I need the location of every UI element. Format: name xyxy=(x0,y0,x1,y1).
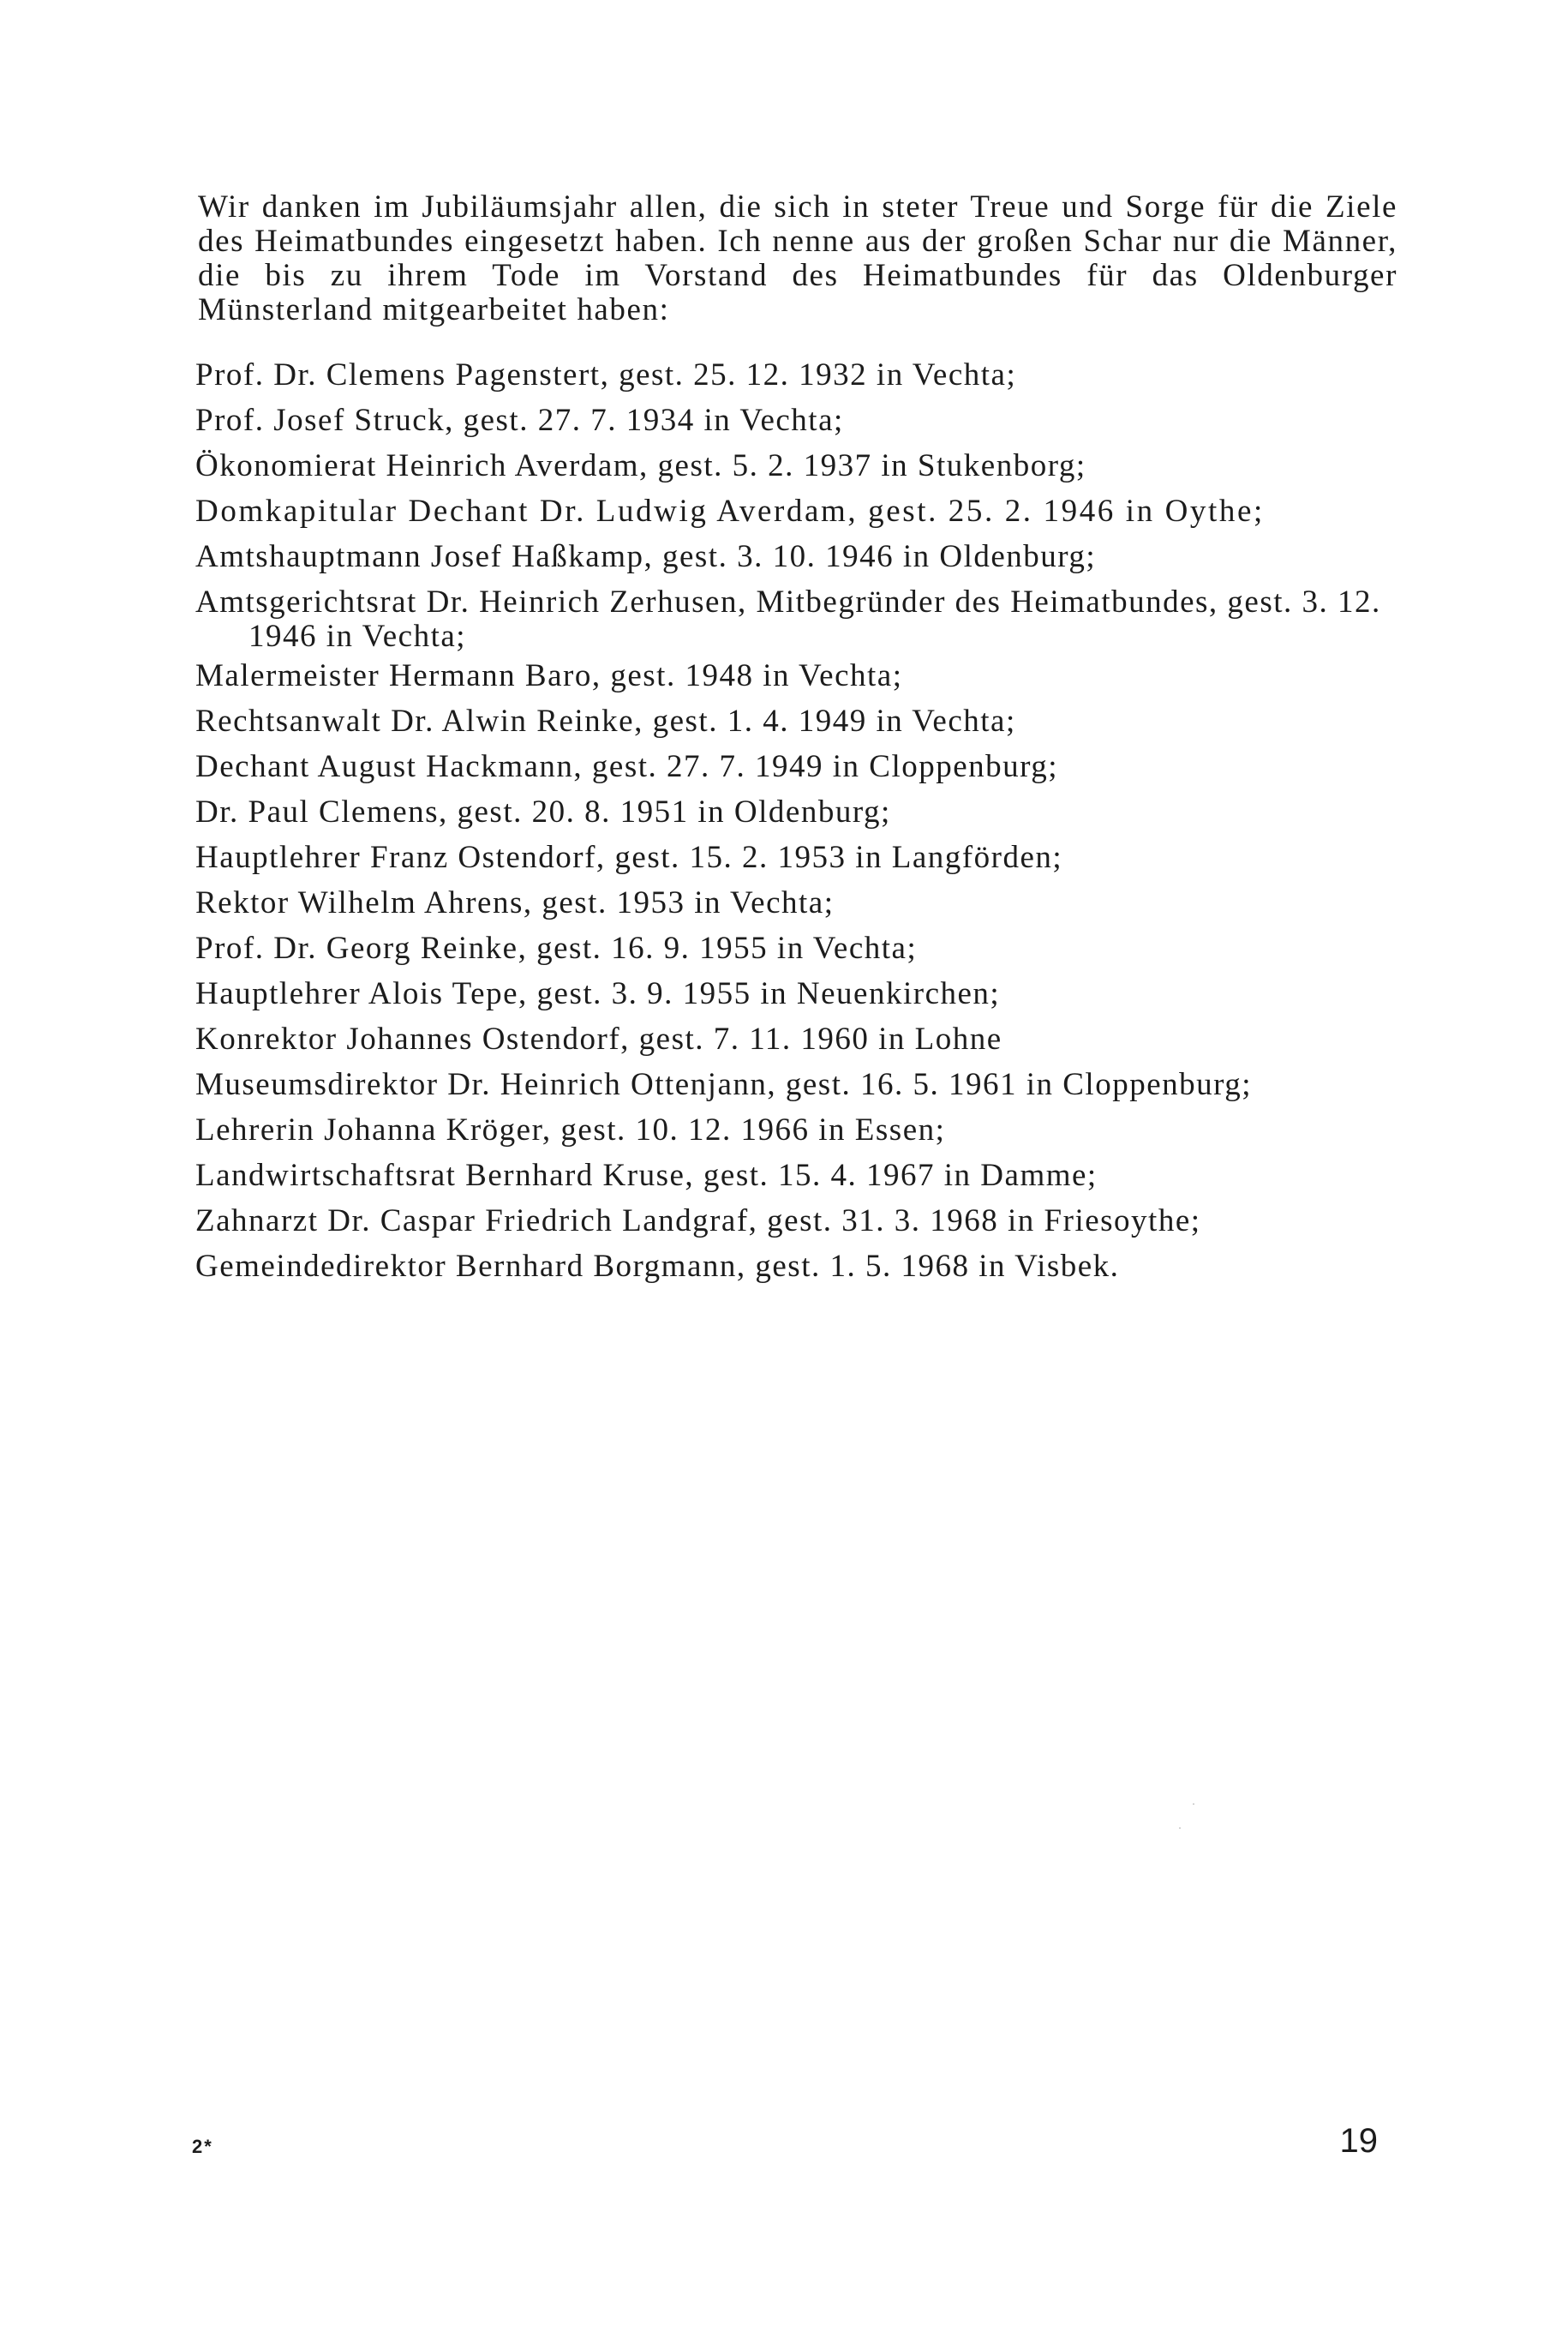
list-item: Museumsdirektor Dr. Heinrich Ottenjann, gest. 16. 5. 1961 in Cloppenburg; xyxy=(195,1067,1253,1102)
page-number: 19 xyxy=(1339,2122,1378,2160)
list-item: Lehrerin Johanna Kröger, gest. 10. 12. 1966 in Essen; xyxy=(195,1112,946,1148)
intro-paragraph: Wir danken im Jubiläumsjahr allen, die sich in steter Treue und Sorge für die Ziele des Heimatbundes eingesetzt haben. Ich nenne aus der großen Schar nur die Männer, die bis zu ihrem Tode im Vorstand des Heimatbundes für das Oldenburger Münsterland mitgearbeitet haben: xyxy=(198,189,1397,327)
list-item: Amtshauptmann Josef Haßkamp, gest. 3. 10. 1946 in Oldenburg; xyxy=(195,539,1097,574)
list-item: Ökonomierat Heinrich Averdam, gest. 5. 2. 1937 in Stukenborg; xyxy=(195,448,1086,483)
scan-speck xyxy=(1179,1827,1181,1829)
signature-mark: 2* xyxy=(192,2136,213,2157)
list-item: Prof. Josef Struck, gest. 27. 7. 1934 in Vechta; xyxy=(195,403,844,438)
list-item: Gemeindedirektor Bernhard Borgmann, gest. 1. 5. 1968 in Visbek. xyxy=(195,1249,1120,1284)
list-item: Zahnarzt Dr. Caspar Friedrich Landgraf, gest. 31. 3. 1968 in Friesoythe; xyxy=(195,1203,1201,1238)
list-item: Konrektor Johannes Ostendorf, gest. 7. 11. 1960 in Lohne xyxy=(195,1022,1002,1057)
list-item: Dechant August Hackmann, gest. 27. 7. 1949 in Cloppenburg; xyxy=(195,749,1059,784)
list-item: Hauptlehrer Franz Ostendorf, gest. 15. 2. 1953 in Langförden; xyxy=(195,840,1063,875)
list-item: Malermeister Hermann Baro, gest. 1948 in Vechta; xyxy=(195,658,903,693)
list-item: Rechtsanwalt Dr. Alwin Reinke, gest. 1. 4. 1949 in Vechta; xyxy=(195,704,1016,739)
list-item: Rektor Wilhelm Ahrens, gest. 1953 in Vechta; xyxy=(195,885,835,920)
list-item: Domkapitular Dechant Dr. Ludwig Averdam, gest. 25. 2. 1946 in Oythe; xyxy=(195,494,1265,529)
list-item: Prof. Dr. Georg Reinke, gest. 16. 9. 1955 in Vechta; xyxy=(195,931,918,966)
list-item: Prof. Dr. Clemens Pagenstert, gest. 25. 12. 1932 in Vechta; xyxy=(195,357,1017,393)
member-list xyxy=(195,358,1412,1295)
list-item: Dr. Paul Clemens, gest. 20. 8. 1951 in Oldenburg; xyxy=(195,794,891,830)
scan-speck xyxy=(1193,1803,1194,1805)
list-item: Hauptlehrer Alois Tepe, gest. 3. 9. 1955 in Neuenkirchen; xyxy=(195,976,1001,1011)
list-item: Amtsgerichtsrat Dr. Heinrich Zerhusen, Mitbegründer des Heimatbundes, gest. 3. 12. 1946 in Vechta; xyxy=(195,584,1381,654)
list-item: Landwirtschaftsrat Bernhard Kruse, gest. 15. 4. 1967 in Damme; xyxy=(195,1158,1098,1193)
